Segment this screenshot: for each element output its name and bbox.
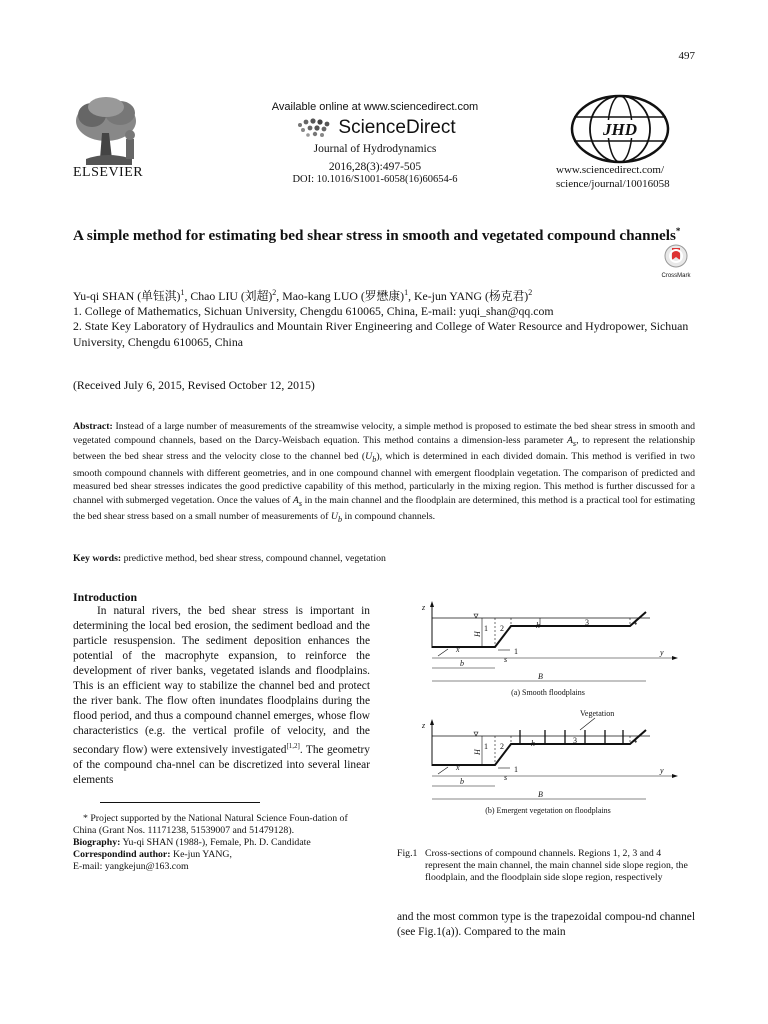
symbol-a: $A_s$ [292, 494, 303, 508]
intro-continuation: and the most common type is the trapezoidal compou-nd channel (see Fig.1(a)). Compared to the main [397, 911, 695, 939]
svg-text:z: z [422, 603, 426, 612]
svg-text:1: 1 [484, 624, 488, 633]
affiliation-2: 2. State Key Laboratory of Hydraulics and Mountain River Engineering and College of Water Resource and Hydropower, Sichuan University, Chengdu 610065, China [73, 319, 689, 349]
abstract-label: Abstract: [73, 421, 113, 432]
symbol-a: $A_s$ [566, 434, 577, 448]
journal-header [240, 101, 510, 185]
crossmark-icon [664, 244, 688, 268]
intro-text: . The geometry of the compound cha-nnel can be discretized into several linear elements [73, 744, 370, 787]
author-name: Chao LIU (刘超) [190, 289, 273, 303]
abstract-text: in compound channels. [344, 511, 436, 523]
jhd-globe-logo [568, 93, 672, 165]
crossmark-badge[interactable] [656, 244, 696, 279]
svg-text:b: b [460, 659, 464, 668]
article-title [73, 222, 695, 245]
corresponding-author: Correspondind author: Ke-jun YANG, [73, 849, 232, 860]
jhd-logo-text: JHD [603, 120, 637, 139]
author-name: Mao-kang LUO (罗懋康) [282, 289, 405, 303]
footnotes [73, 813, 370, 873]
author-name: Ke-jun YANG (杨克君) [413, 289, 529, 303]
panel-a-diagram [421, 601, 678, 697]
journal-issue: 2016,28(3):497-505 [328, 161, 422, 173]
author-list: Yu-qi SHAN (单钰淇)$^1$, Chao LIU (刘超)$^2$, Mao-kang LUO (罗懋康)$^1$, Ke-jun YANG (杨克君)$^2$ [73, 288, 533, 303]
keywords [73, 553, 386, 564]
svg-text:x: x [456, 763, 460, 772]
author-affil-mark: 1 [180, 288, 185, 298]
publisher-name: ELSEVIER [73, 165, 144, 180]
panel-b-diagram [421, 709, 678, 815]
citation[interactable]: [1,2] [286, 742, 300, 751]
caption-label: Fig.1 [397, 848, 418, 859]
author-affil-mark: 2 [528, 288, 533, 298]
svg-text:4: 4 [633, 736, 637, 745]
svg-text:y: y [660, 648, 664, 657]
svg-text:B: B [538, 790, 543, 799]
sciencedirect-brand [240, 117, 510, 139]
website-line-1: www.sciencedirect.com/ [556, 164, 665, 176]
sciencedirect-dots-icon [294, 117, 334, 139]
svg-text:s: s [504, 655, 508, 664]
panel-b-label: (b) Emergent vegetation on floodplains [485, 806, 611, 815]
intro-text: In natural rivers, the bed shear stress is important in determining the local bed erosion, the sediment bedload and the particle resuspension. The sediment deposition enhances the potential of the macrophyte expansion, to reinforce the development of river banks, vegetated islands and floodplains. This is an efficient way to stabilize the channel bed and protect the river bank. The flow often inundates floodplains during the flood period, and thus a compound channel emerges, whose flow characteristics (e.g. the vertical profile of velocity, and the secondary flow) were extensively investigated [73, 605, 370, 757]
svg-text:1: 1 [514, 647, 518, 656]
figure-1 [420, 598, 695, 834]
affiliation-1: 1. College of Mathematics, Sichuan University, Chengdu 610065, China, E-mail: yuqi_shan@qq.com [73, 304, 554, 318]
symbol-u: $U_b$ [330, 511, 343, 525]
svg-text:h: h [531, 739, 535, 748]
journal-website [556, 163, 670, 191]
footnote-divider [100, 802, 260, 803]
svg-text:4: 4 [633, 618, 637, 627]
svg-text:H: H [473, 749, 482, 755]
intro-paragraph [73, 604, 370, 788]
svg-text:1: 1 [484, 742, 488, 751]
article-title-text: A simple method for estimating bed shear stress in smooth and vegetated compound channels [73, 227, 676, 245]
abstract-text: in the main channel and the floodplain are determined, this method is a practical tool for estimating the bed shear stress based on a small number of measurements of [73, 494, 696, 523]
website-line-2: science/journal/10016058 [556, 178, 670, 190]
corresponding-email: E-mail: yangkejun@163.com [73, 861, 189, 872]
svg-text:3: 3 [585, 618, 589, 627]
journal-name: Journal of Hydrodynamics [313, 143, 437, 155]
author-name: Yu-qi SHAN (单钰淇) [73, 289, 181, 303]
svg-text:B: B [538, 672, 543, 681]
keywords-label: Key words: [73, 553, 122, 564]
svg-text:y: y [660, 766, 664, 775]
received-dates: (Received July 6, 2015, Revised October 12, 2015) [73, 378, 315, 392]
figure-caption [397, 848, 697, 884]
svg-text:x: x [456, 645, 460, 654]
funding-note: * Project supported by the National Natural Science Foun-dation of China (Grant Nos. 11171238, 51539007 and 51479128). [73, 813, 348, 836]
title-footnote-mark: * [675, 226, 681, 236]
abstract: Abstract: Instead of a large number of measurements of the streamwise velocity, a simple method is proposed to estimate the bed shear stress in smooth and vegetated compound channels, based on the Darcy-Weisbach equation. This method contains a dimension-less parameter $A_s$, to represent the relationship between the bed shear stress and the velocity close to the channel bed $(U_b)$, which is determined in each divided domain. This method is verified in two smooth compound channels with different geometries, and in one compound channel with emergent floodplain vegetation. The comparison of predicted and measured bed shear stresses indicates the good predictive capability of this method, particularly in the mixing region. This method is further discussed for a channel with submerged vegetation. Once the values of $A_s$ in the main channel and the floodplain are determined, this method is a practical tool for estimating the bed shear stress based on a small number of measurements of $U_b$ in compound channels. [73, 421, 696, 525]
panel-a-label: (a) Smooth floodplains [511, 688, 585, 697]
caption-text: Cross-sections of compound channels. Regions 1, 2, 3 and 4 represent the main channel, the main channel side slope region, the floodplain, and the floodplain side slope region, respectively [425, 848, 688, 883]
svg-text:h: h [536, 621, 540, 630]
abstract-text: , to represent the relationship between the bed shear stress and the velocity close to the channel bed [73, 434, 696, 463]
svg-text:2: 2 [500, 624, 504, 633]
page-number: 497 [678, 50, 695, 62]
section-heading: Introduction [73, 590, 138, 604]
svg-text:2: 2 [500, 742, 504, 751]
keywords-text: predictive method, bed shear stress, compound channel, vegetation [123, 553, 386, 564]
sciencedirect-wordmark: ScienceDirect [338, 117, 456, 138]
author-affil-mark: 2 [272, 288, 277, 298]
svg-text:b: b [460, 777, 464, 786]
author-affil-mark: 1 [404, 288, 409, 298]
svg-text:H: H [473, 631, 482, 637]
svg-text:1: 1 [514, 765, 518, 774]
biography: Biography: Yu-qi SHAN (1988-), Female, Ph. D. Candidate [73, 837, 311, 848]
symbol-u: $U_b$ [365, 451, 377, 465]
abstract-text: , which is determined in each divided domain. This method is verified in two smooth compound channels with different geometries, and in one compound channel with emergent floodplain vegetation. The comparison of predicted and measured bed shear stresses indicates the good predictive capability of this method, particularly in the mixing region. This method is further discussed for a channel with submerged vegetation. Once the values of [73, 451, 695, 506]
svg-text:z: z [422, 721, 426, 730]
doi: DOI: 10.1016/S1001-6058(16)60654-6 [292, 174, 458, 185]
available-online: Available online at www.sciencedirect.com [271, 101, 479, 113]
vegetation-label: Vegetation [580, 709, 615, 718]
svg-text:3: 3 [573, 736, 577, 745]
abstract-text: Instead of a large number of measurements of the streamwise velocity, a simple method is proposed to estimate the bed shear stress in smooth and vegetated compound channels, based on the Darcy-Weisbach equation. This method contains a dimension-less parameter [73, 421, 695, 446]
elsevier-tree-logo [66, 93, 152, 173]
svg-text:s: s [504, 773, 508, 782]
crossmark-label: CrossMark [661, 273, 691, 279]
